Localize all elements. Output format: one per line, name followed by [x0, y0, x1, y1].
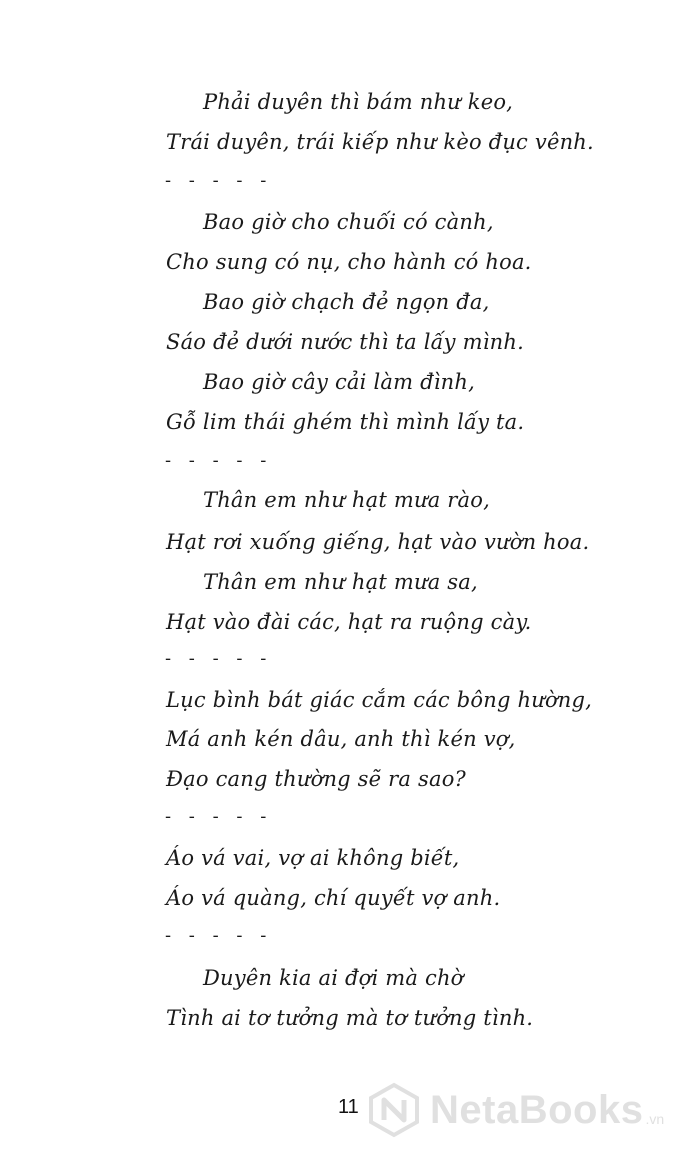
poem-line: Hạt rơi xuống giếng, hạt vào vườn hoa. — [166, 530, 590, 554]
poem-line: Cho sung có nụ, cho hành có hoa. — [166, 250, 532, 274]
stanza-separator: - - - - - — [165, 806, 273, 827]
poem-line: Trái duyên, trái kiếp như kèo đục vênh. — [166, 130, 594, 154]
watermark-suffix: .vn — [645, 1111, 665, 1127]
poem-line: Duyên kia ai đợi mà chờ — [203, 966, 464, 990]
poem-line: Gỗ lim thái ghém thì mình lấy ta. — [166, 410, 525, 434]
poem-line: Sáo đẻ dưới nước thì ta lấy mình. — [166, 330, 524, 354]
poem-line: Áo vá quàng, chí quyết vợ anh. — [166, 886, 501, 910]
netabooks-logo-icon — [366, 1082, 422, 1138]
poem-line: Phải duyên thì bám như keo, — [203, 90, 514, 114]
poem-line: Má anh kén dâu, anh thì kén vợ, — [166, 727, 516, 751]
poem-line: Đạo cang thường sẽ ra sao? — [166, 767, 466, 791]
poem-line: Lục bình bát giác cắm các bông hường, — [166, 688, 593, 712]
poem-line: Tình ai tơ tưởng mà tơ tưởng tình. — [166, 1006, 534, 1030]
poem-line: Thân em như hạt mưa rào, — [203, 488, 490, 512]
poem-line: Bao giờ chạch đẻ ngọn đa, — [203, 290, 490, 314]
stanza-separator: - - - - - — [165, 648, 273, 669]
watermark-brand: NetaBooks — [430, 1087, 644, 1132]
stanza-separator: - - - - - — [165, 925, 273, 946]
poem-line: Áo vá vai, vợ ai không biết, — [166, 846, 460, 870]
poem-line: Bao giờ cho chuối có cành, — [203, 210, 494, 234]
poem-line: Thân em như hạt mưa sa, — [203, 570, 478, 594]
stanza-separator: - - - - - — [165, 170, 273, 191]
stanza-separator: - - - - - — [165, 450, 273, 471]
poem-line: Bao giờ cây cải làm đình, — [203, 370, 475, 394]
netabooks-watermark — [366, 1082, 664, 1138]
page-number: 11 — [338, 1096, 359, 1118]
poem-line: Hạt vào đài các, hạt ra ruộng cày. — [166, 610, 532, 634]
